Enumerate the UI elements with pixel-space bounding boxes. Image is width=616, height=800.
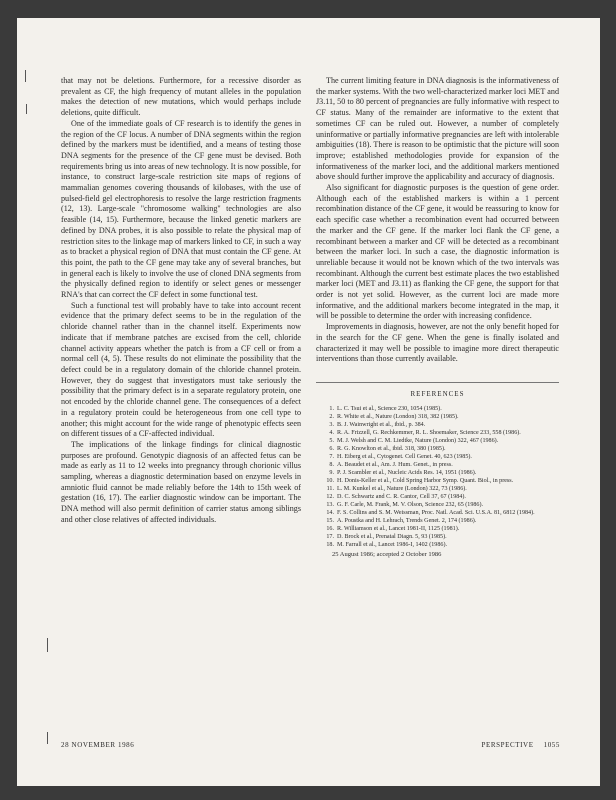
reference-item: 3. B. J. Wainwright et al., ibid., p. 384.	[329, 422, 426, 428]
page-number: 1055	[543, 741, 560, 749]
paragraph: Such a functional test will probably have to take into account recent evidence that the primary defect seems to be in the regulation of the chloride channel rather than in the channel itself. Experiments now indicate that if membrane patches are excised from the cell, chloride channel activity appears whether the patch is from a CF cell or from a normal cell (4, 5). These results do not eliminate the possibility that the defect could be in a regulatory domain of the chloride channel protein. However, they do suggest that investigators must take seriously the possibility that the primary defect is in a separate regulatory protein, one not encoded by the chloride channel gene. The consequences of a defect in a regulatory protein could be heterogeneous from one cell type to another; this might account for the wide range of phenotypic effects seen on different tissues of a CF-affected individual.	[61, 300, 301, 439]
section-name: PERSPECTIVE	[481, 741, 534, 749]
reference-item: 2. R. White et al., Nature (London) 318, 382 (1985).	[329, 414, 459, 420]
footer-section	[481, 741, 560, 749]
reference-item: 10. H. Donis-Keller et al., Cold Spring Harbor Symp. Quant. Biol., in press.	[326, 478, 514, 484]
journal-page	[17, 18, 600, 786]
reference-item: 12. D. C. Schwartz and C. R. Cantor, Cell 37, 67 (1984).	[326, 494, 466, 500]
reference-item: 7. H. Eiberg et al., Cytogenet. Cell Genet. 40, 623 (1985).	[329, 454, 472, 460]
paragraph: Improvements in diagnosis, however, are not the only benefit hoped for in the search for the CF gene. When the gene is finally isolated and characterized it may well be possible to imagine more direct therapeutic interventions than those currently available.	[316, 322, 559, 364]
reference-item: 11. L. M. Kunkel et al., Nature (London) 322, 73 (1986).	[326, 486, 467, 492]
reference-item: 5. M. J. Welsh and C. M. Liedtke, Nature (London) 322, 467 (1986).	[329, 438, 499, 444]
margin-mark	[47, 638, 48, 652]
references-divider	[316, 382, 559, 383]
right-column	[316, 76, 559, 365]
reference-list	[324, 405, 564, 549]
footer-issue-date: 28 NOVEMBER 1986	[61, 741, 135, 749]
paragraph: The current limiting feature in DNA diagnosis is the informativeness of the marker systems. With the two well-characterized marker loci MET and J3.11, 50 to 80 percent of pregnancies are fully informative with respect to CF status. Many of the remainder are informative to the extent that sometimes CF can be ruled out. However, a number of completely uninformative or partially informative pregnancies are left with intolerable ambiguities (18). There is reason to be optimistic that the picture will soon improve; established methodologies provide for expansion of the informativeness of the marker loci, and the additional markers mentioned above should further improve the applicability and accuracy of diagnosis.	[316, 76, 559, 182]
received-accepted-dates: 25 August 1986; accepted 2 October 1986	[332, 551, 442, 558]
paragraph: The implications of the linkage findings for clinical diagnostic purposes are profound. Genotypic diagnosis of an affected fetus can be made as early as 11 to 12 weeks into pregnancy through chorionic villus sampling, whereas a diagnostic determination based on enzyme levels in amniotic fluid cannot be made reliably before the 14th to 15th week of gestation (16, 17). The earlier diagnostic window can be important. The DNA method will also permit definition of carrier status among siblings and other close relatives of affected individuals.	[61, 439, 301, 524]
paragraph: One of the immediate goals of CF research is to identify the genes in the region of the CF locus. A number of DNA segments within the region defined by the markers must be identified, and a means of testing those DNA segments for the presence of the CF gene must be devised. Both requirements bring us into areas of new technology. It is now possible, for instance, to construct large-scale restriction site maps of regions of mammalian genomes covering thousands of kilobases, with the use of pulsed-field gel electrophoresis to resolve the large restriction fragments (12, 13). Large-scale "chromosome walking" technologies are also feasible (14, 15). Furthermore, because the linked genetic markers are defined by DNA probes, it is also possible to relate the physical map of restriction sites to the linkage map of markers linked to CF, in such a way as to bracket a physical region of DNA that must contain the CF gene. At this point, the path to the CF gene may take any of several branches, but in general each is likely to involve the use of cloned DNA segments from the physically defined region to identify or select genes or messenger RNA's that can correct the CF defect in some functional test.	[61, 118, 301, 300]
reference-item: 1. L. C. Tsui et al., Science 230, 1054 (1985).	[329, 406, 442, 412]
paragraph: Also significant for diagnostic purposes is the question of gene order. Although each of the established markers is within a 1 percent recombination distance of the CF gene, it would be reassuring to know for each specific case whether a recombination event had occurred between the marker and the CF gene. If the marker loci flank the CF gene, a recombinant between a marker and CF will be detected as a recombinant between the marker loci. In such a case, the diagnostic information is unreliable because it would not be known which of the two intervals was recombinant. Although the current best estimate places the two established marker loci (MET and J3.11) as flanking the CF gene, the support for that order is not yet solid. However, as the current loci are made more informative, and the additional markers become integrated in the map, it will be possible to determine the order with increasing confidence.	[316, 183, 559, 321]
margin-mark	[47, 732, 48, 744]
reference-item: 6. R. G. Knowlton et al., ibid. 318, 380 (1985).	[329, 446, 446, 452]
reference-item: 9. P. J. Scambler et al., Nucleic Acids Res. 14, 1951 (1986).	[329, 470, 477, 476]
reference-item: 4. R. A. Frizzell, G. Rechkemmer, R. L. Shoemaker, Science 233, 558 (1986).	[329, 430, 521, 436]
reference-item: 8. A. Beaudet et al., Am. J. Hum. Genet., in press.	[329, 462, 453, 468]
reference-item: 16. R. Williamson et al., Lancet 1981-II, 1125 (1981).	[326, 526, 460, 532]
reference-item: 14. F. S. Collins and S. M. Weissman, Proc. Natl. Acad. Sci. U.S.A. 81, 6812 (1984).	[326, 510, 535, 516]
reference-item: 17. D. Brock et al., Prenatal Diagn. 5, 93 (1985).	[326, 534, 447, 540]
reference-item: 15. A. Poustka and H. Lehrach, Trends Genet. 2, 174 (1986).	[326, 518, 477, 524]
paragraph: that may not be deletions. Furthermore, for a recessive disorder as prevalent as CF, the high frequency of mutant alleles in the population makes the detection of new mutations, which would perhaps include deletions, quite difficult.	[61, 76, 301, 118]
left-column	[61, 76, 301, 526]
reference-item: 18. M. Farrall et al., Lancet 1986-I, 1402 (1986).	[326, 542, 447, 548]
margin-mark	[25, 70, 26, 82]
references-heading: REFERENCES	[410, 390, 465, 398]
reference-item: 13. G. F. Carle, M. Frank, M. V. Olson, Science 232, 65 (1986).	[326, 502, 484, 508]
margin-mark	[26, 104, 27, 114]
